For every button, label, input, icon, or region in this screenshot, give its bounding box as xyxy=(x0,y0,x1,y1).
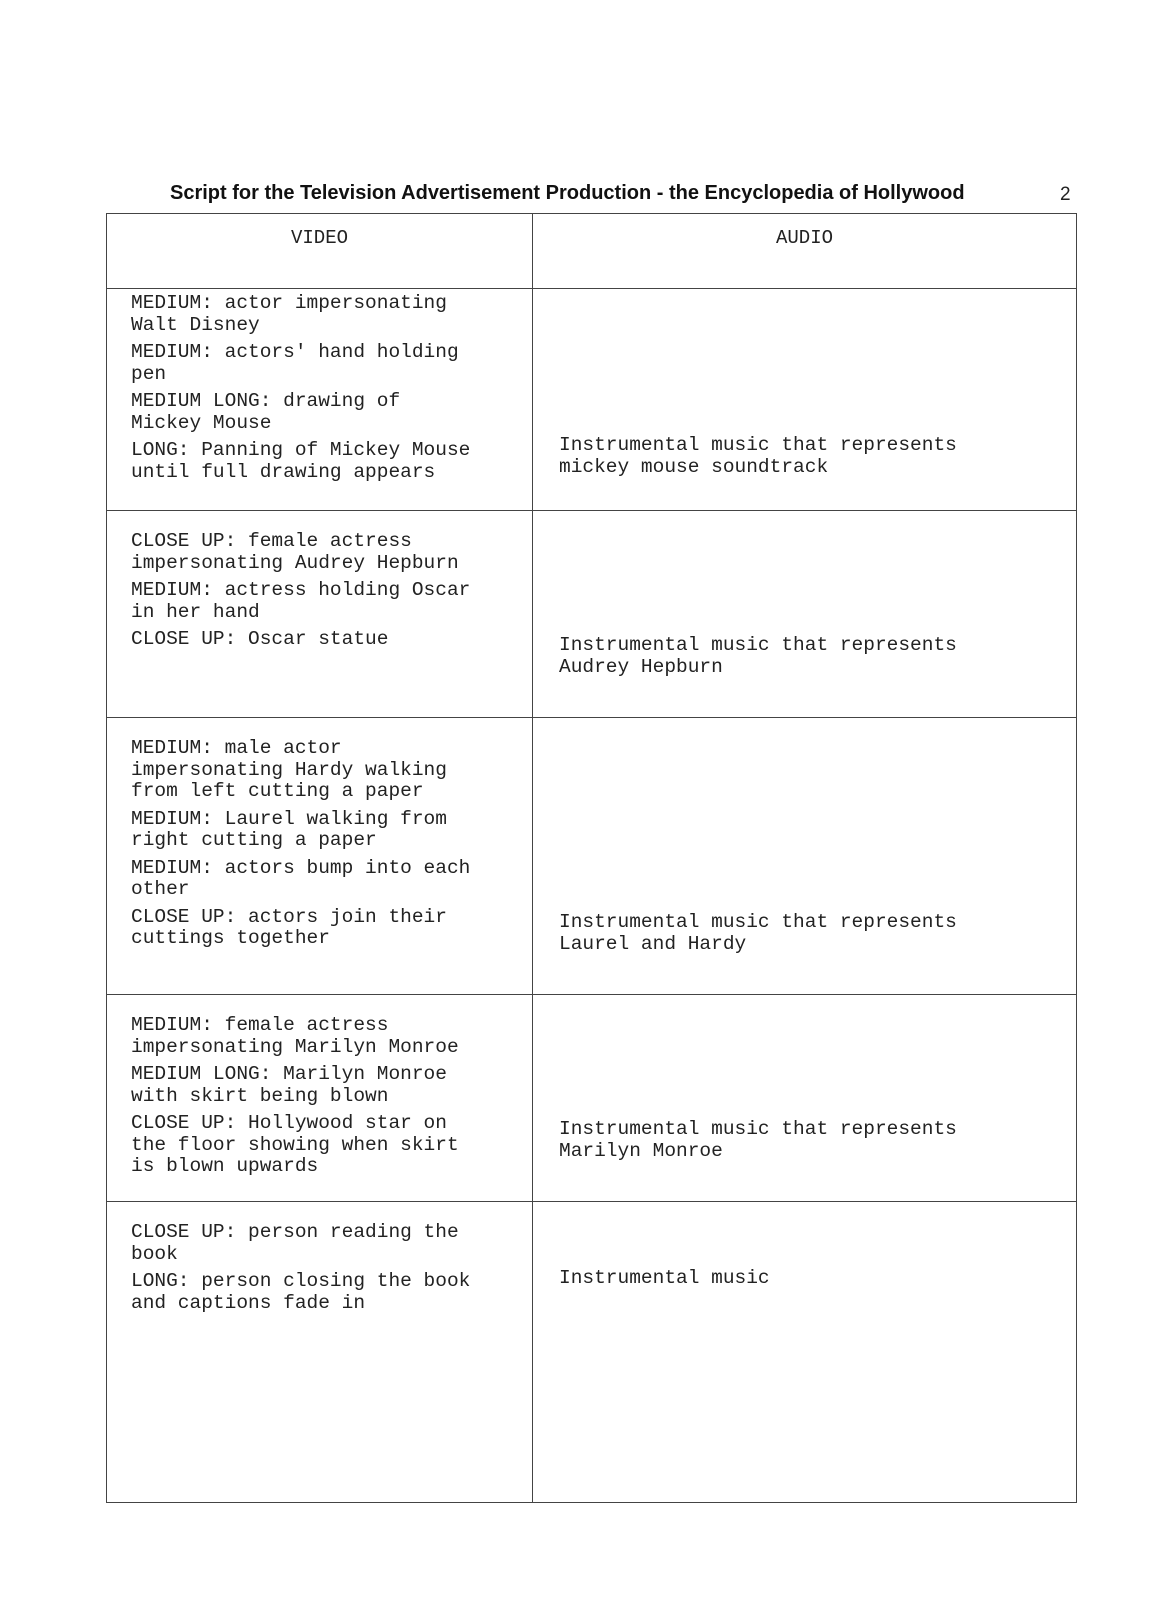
audio-cell xyxy=(533,995,1077,1202)
shot-description: CLOSE UP: female actress impersonating Audrey Hepburn xyxy=(131,530,459,574)
audio-cell xyxy=(533,289,1077,511)
shot-description: MEDIUM: female actress impersonating Marilyn Monroe xyxy=(131,1014,459,1058)
video-column-header: VIDEO xyxy=(107,214,533,289)
audio-cell xyxy=(533,511,1077,718)
shot-description: MEDIUM LONG: drawing of Mickey Mouse xyxy=(131,390,401,434)
video-cell xyxy=(107,995,533,1202)
shot-description: CLOSE UP: Oscar statue xyxy=(131,628,389,650)
video-cell xyxy=(107,718,533,995)
shot-description: CLOSE UP: person reading the book xyxy=(131,1221,459,1265)
table-row xyxy=(107,289,1077,511)
shot-description: CLOSE UP: actors join their cuttings together xyxy=(131,905,447,949)
audio-description: Instrumental music that represents Marilyn Monroe xyxy=(559,1118,957,1162)
audio-cell xyxy=(533,718,1077,995)
audio-description: Instrumental music that represents Laurel and Hardy xyxy=(559,911,957,955)
shot-description: LONG: person closing the book and captions fade in xyxy=(131,1270,471,1314)
audio-description: Instrumental music xyxy=(559,1267,770,1289)
shot-description: LONG: Panning of Mickey Mouse until full drawing appears xyxy=(131,439,471,483)
table-header-row xyxy=(107,214,1077,289)
shot-description: MEDIUM: actor impersonating Walt Disney xyxy=(131,292,447,336)
audio-column-header: AUDIO xyxy=(533,214,1077,289)
script-table xyxy=(106,213,1077,1503)
shot-description: CLOSE UP: Hollywood star on the floor showing when skirt is blown upwards xyxy=(131,1112,459,1177)
audio-description: Instrumental music that represents mickey mouse soundtrack xyxy=(559,434,957,478)
audio-cell xyxy=(533,1202,1077,1503)
video-cell xyxy=(107,289,533,511)
page-title: Script for the Television Advertisement Production - the Encyclopedia of Hollywood xyxy=(170,182,965,204)
page-number: 2 xyxy=(1060,184,1071,205)
shot-description: MEDIUM: Laurel walking from right cutting a paper xyxy=(131,807,447,851)
shot-description: MEDIUM LONG: Marilyn Monroe with skirt being blown xyxy=(131,1063,447,1107)
table-row xyxy=(107,1202,1077,1503)
shot-description: MEDIUM: male actor impersonating Hardy walking from left cutting a paper xyxy=(131,737,447,802)
shot-description: MEDIUM: actors bump into each other xyxy=(131,856,471,900)
audio-description: Instrumental music that represents Audrey Hepburn xyxy=(559,634,957,678)
shot-description: MEDIUM: actress holding Oscar in her hand xyxy=(131,579,471,623)
video-cell xyxy=(107,1202,533,1503)
table-row xyxy=(107,995,1077,1202)
shot-description: MEDIUM: actors' hand holding pen xyxy=(131,341,459,385)
video-cell xyxy=(107,511,533,718)
table-row xyxy=(107,718,1077,995)
table-row xyxy=(107,511,1077,718)
